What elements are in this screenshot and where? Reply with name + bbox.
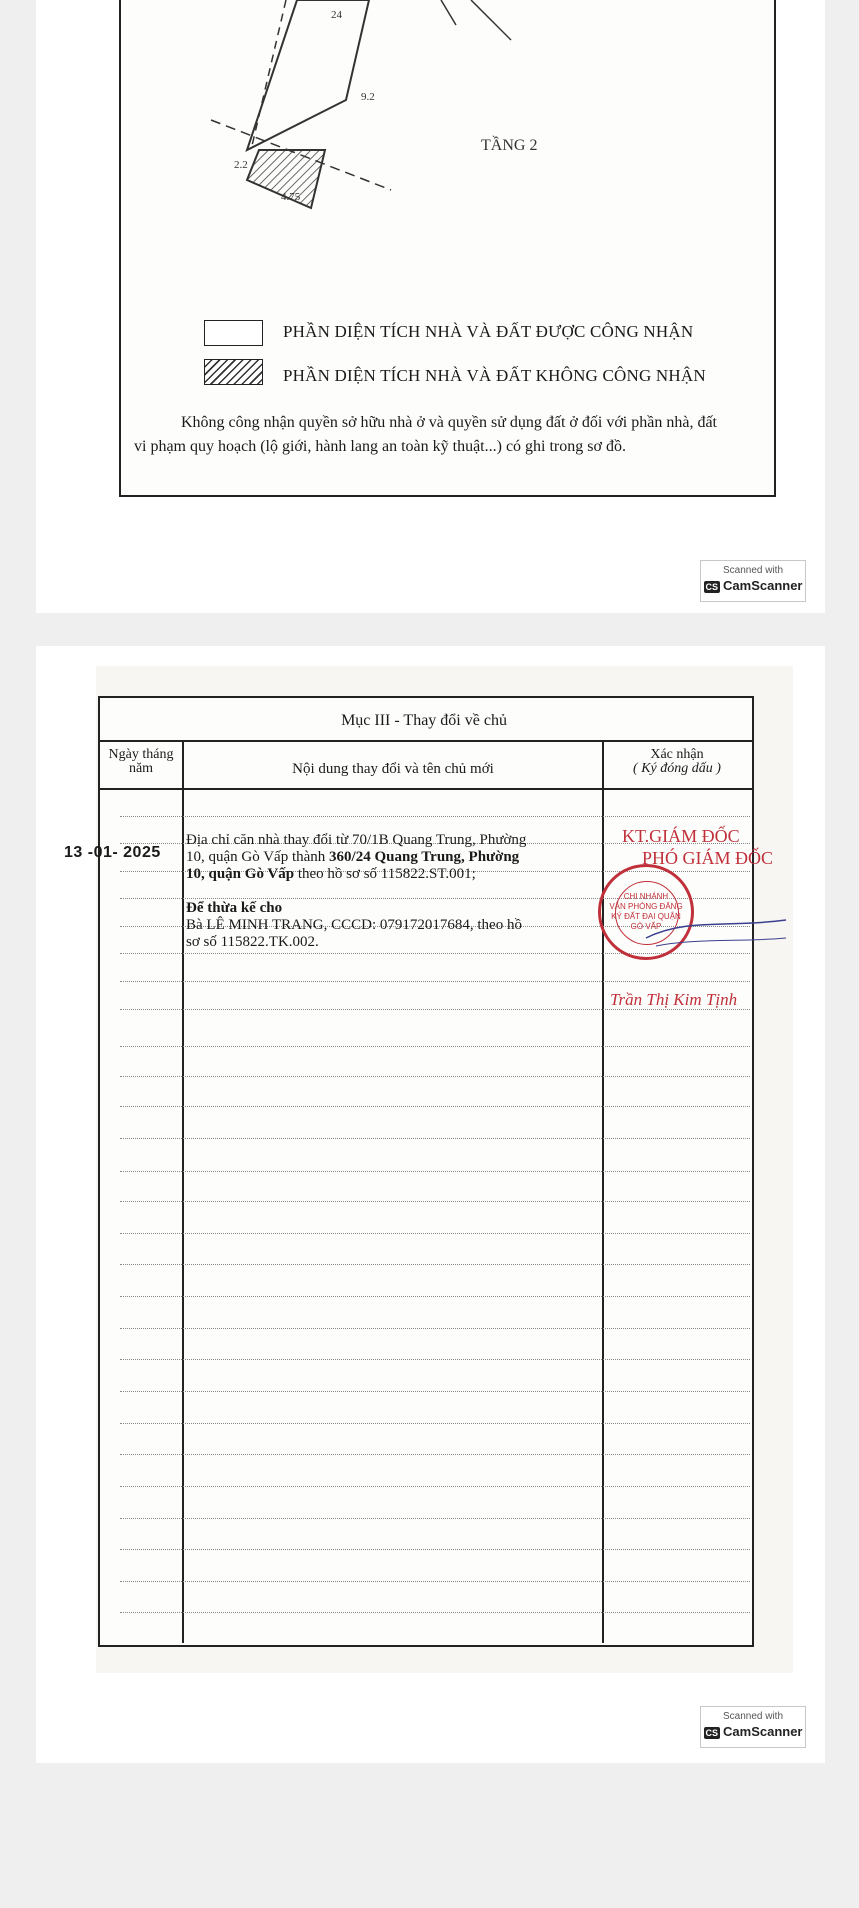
camscanner-watermark-2	[700, 1706, 806, 1748]
ruled-line	[120, 1486, 750, 1487]
entry-line-6: sơ số 115822.TK.002.	[186, 934, 319, 950]
section-title: Mục III - Thay đổi về chủ	[341, 712, 507, 729]
ruled-line	[120, 1106, 750, 1107]
ruled-line	[120, 1612, 750, 1613]
ruled-line	[120, 1233, 750, 1234]
ruled-line	[120, 981, 750, 982]
ruled-line	[120, 1549, 750, 1550]
col-divider-2	[602, 740, 604, 1643]
note-line-2: vi phạm quy hoạch (lộ giới, hành lang an toàn kỹ thuật...) có ghi trong sơ đồ.	[134, 438, 626, 455]
entry-line-3b: theo hồ sơ số 115822.ST.001;	[294, 866, 476, 882]
entry-line-4: Để thừa kế cho	[186, 900, 283, 916]
entry-date: 13 -01- 2025	[64, 844, 161, 861]
header-content: Nội dung thay đổi và tên chủ mới	[292, 761, 494, 777]
sketch-frame	[119, 0, 776, 497]
signature-stroke	[636, 898, 796, 958]
camscanner-brand	[701, 578, 805, 593]
camscanner-brand-text-2: CamScanner	[723, 1724, 803, 1739]
entry-line-5: Bà LÊ MINH TRANG, CCCD: 079172017684, theo hồ	[186, 917, 522, 933]
legend-not-recognized-swatch	[204, 359, 263, 385]
header-divider	[98, 788, 752, 790]
ruled-line	[120, 1423, 750, 1424]
stamp-line-3: KÝ ĐẤT ĐAI QUẬN	[611, 912, 681, 921]
floor-label: TẦNG 2	[481, 137, 538, 154]
legend-recognized-swatch	[204, 320, 263, 346]
stamp-line-4: GÒ VẤP	[630, 922, 662, 931]
ruled-line	[120, 1581, 750, 1582]
note-line-1: Không công nhận quyền sở hữu nhà ở và quyền sử dụng đất ở đối với phần nhà, đất	[181, 414, 717, 431]
ruled-line	[120, 1046, 750, 1047]
ruled-line	[120, 1391, 750, 1392]
ruled-line	[120, 1296, 750, 1297]
signatory-name: Trần Thị Kim Tịnh	[610, 990, 738, 1009]
entry-new-district: 10, quận Gò Vấp	[186, 866, 295, 882]
entry-line-2a: 10, quận Gò Vấp thành	[186, 849, 330, 865]
signature-title-2: PHÓ GIÁM ĐỐC	[642, 848, 774, 868]
document-page-1	[36, 0, 825, 613]
legend-recognized-label: PHẦN DIỆN TÍCH NHÀ VÀ ĐẤT ĐƯỢC CÔNG NHẬN	[283, 322, 694, 341]
scanned-with-text-2: Scanned with	[722, 1711, 784, 1722]
ruled-line	[120, 1328, 750, 1329]
header-date: Ngày tháng năm	[108, 747, 174, 776]
ruled-line	[120, 1518, 750, 1519]
entry-content	[186, 832, 602, 951]
entry-line-2	[186, 849, 602, 866]
stamp-line-2: VĂN PHÒNG ĐĂNG	[609, 902, 683, 911]
ruled-line	[120, 1454, 750, 1455]
header-confirm-sub: ( Ký đóng dấu )	[633, 761, 721, 776]
dim-label-b: 4.75	[281, 191, 301, 203]
document-page-2	[36, 646, 825, 1763]
ruled-line	[120, 1201, 750, 1202]
floor-plan-sketch	[121, 0, 774, 230]
ruled-line	[120, 1171, 750, 1172]
cs-icon: CS	[705, 582, 719, 592]
camscanner-brand-text: CamScanner	[723, 578, 803, 593]
signature-title-1: KT.GIÁM ĐỐC	[622, 826, 740, 846]
stamp-line-1: CHI NHÁNH	[623, 892, 669, 901]
ruled-line	[120, 1264, 750, 1265]
header-confirm	[604, 748, 750, 776]
legend-not-recognized-label: PHẦN DIỆN TÍCH NHÀ VÀ ĐẤT KHÔNG CÔNG NHẬN	[283, 366, 706, 385]
ruled-line	[120, 1138, 750, 1139]
dim-label-c: 9.2	[361, 91, 375, 103]
camscanner-watermark-1	[700, 560, 806, 602]
ruled-line	[120, 1076, 750, 1077]
dim-label-d: 2.2	[234, 159, 248, 171]
header-confirm-title: Xác nhận	[650, 747, 704, 762]
col-divider-1	[182, 740, 184, 1643]
ruled-line	[120, 1359, 750, 1360]
entry-line-1: Địa chỉ căn nhà thay đổi từ 70/1B Quang Trung, Phường	[186, 832, 527, 848]
entry-new-address: 360/24 Quang Trung, Phường	[329, 849, 520, 865]
camscanner-brand-2	[701, 1724, 805, 1739]
scanned-with-text: Scanned with	[722, 565, 784, 576]
dim-label-a: 24	[331, 9, 342, 21]
title-divider	[98, 740, 752, 742]
cs-icon: CS	[705, 1728, 719, 1738]
entry-line-3	[186, 866, 602, 883]
ruled-line	[120, 816, 750, 817]
